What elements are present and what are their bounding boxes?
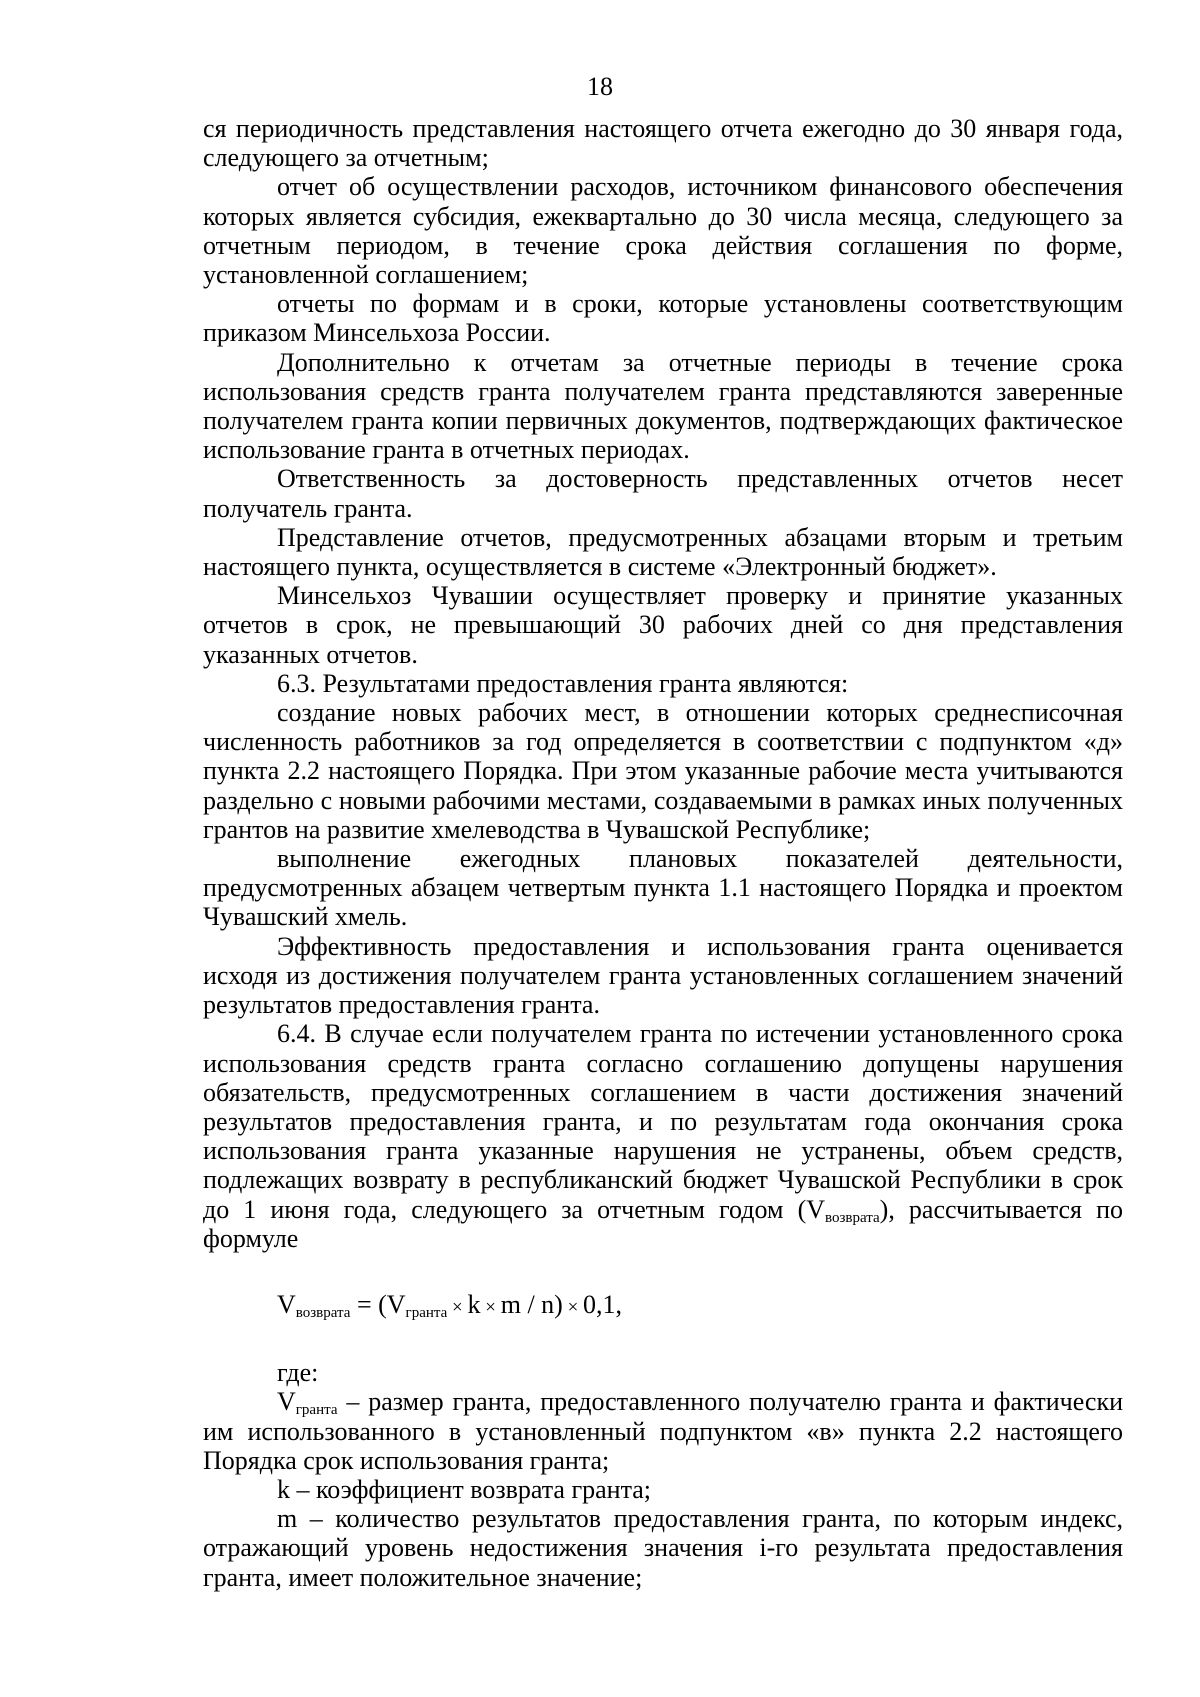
formula-equals: = ( xyxy=(350,1289,387,1319)
page-number: 18 xyxy=(587,72,613,101)
paragraph: выполнение ежегодных плановых показателей деятельности, предусмотренных абзацем четвертым пункта 1.1 настоящего Порядка и проектом Чувашский хмель. xyxy=(203,844,1123,932)
formula-coefficient: 0,1, xyxy=(583,1289,623,1319)
definition-v-granta xyxy=(203,1387,1123,1475)
formula-times: × xyxy=(480,1296,501,1318)
where-label: где: xyxy=(277,1358,319,1388)
formula-times: × xyxy=(562,1296,584,1318)
section-heading-6-3: 6.3. Результатами предоставления гранта являются: xyxy=(277,668,849,698)
formula-sub: гранта xyxy=(405,1304,448,1321)
return-formula xyxy=(203,1290,1123,1322)
paragraph: Дополнительно к отчетам за отчетные периоды в течение срока использования средств гранта получателем гранта представляются заверенные получателем гранта копии первичных документов, подтверждающих фактическое использование гранта в отчетных периодах. xyxy=(203,347,1123,465)
formula-sub: возврата xyxy=(295,1304,351,1321)
definition-text: – размер гранта, предоставленного получателю гранта и фактически им использованного в установленный подпунктом «в» пункта 2.2 настоящего Порядка срок использования гранта; xyxy=(203,1387,1123,1475)
formula-var-k: k xyxy=(467,1289,481,1319)
formula-var-v: V xyxy=(386,1289,406,1319)
paragraph: Ответственность за достоверность представленных отчетов несет получатель гранта. xyxy=(203,464,1123,523)
paragraph: Минсельхоз Чувашии осуществляет проверку и принятие указанных отчетов в срок, не превышающий 30 рабочих дней со дня представления указанных отчетов. xyxy=(203,581,1123,669)
paragraph: отчет об осуществлении расходов, источником финансового обеспечения которых является субсидия, ежеквартально до 30 числа месяца, следующего за отчетным периодом, в течение срока действия соглашения по форме, установленной соглашением; xyxy=(203,172,1123,290)
paragraph: ся периодичность представления настоящего отчета ежегодно до 30 января года, следующего за отчетным; xyxy=(203,114,1123,173)
paragraph: отчеты по формам и в сроки, которые установлены соответствующим приказом Минсельхоза России. xyxy=(203,289,1123,348)
paragraph-tail: ), рассчитывается по формуле xyxy=(203,1194,1123,1253)
variable-subscript: возврата xyxy=(825,1209,880,1226)
variable-v: V xyxy=(277,1387,296,1417)
paragraph: создание новых рабочих мест, в отношении которых среднесписочная численность работников за год определяется в соответствии с подпунктом «д» пункта 2.2 настоящего Порядка. При этом указанные рабочие места учитываются раздельно с новыми рабочими местами, создаваемыми в рамках иных полученных грантов на развитие хмелеводства в Чувашской Республике; xyxy=(203,698,1123,844)
definition-m: m – количество результатов предоставления гранта, по которым индекс, отражающий уровень недостижения значения i-го результата предоставления гранта, имеет положительное значение; xyxy=(203,1504,1123,1592)
formula-m-over-n: m / n) xyxy=(500,1289,563,1319)
formula-times: × xyxy=(447,1296,468,1318)
document-body xyxy=(203,114,1123,1592)
paragraph-6-4 xyxy=(203,1019,1123,1253)
formula-var-v: V xyxy=(277,1289,296,1319)
paragraph-text: 6.4. В случае если получателем гранта по истечении установленного срока использования средств гранта согласно соглашению допущены нарушения обязательств, предусмотренных соглашением в части достижения значений результатов предоставления гранта, и по результатам года окончания срока использования гранта указанные нарушения не устранены, объем средств, подлежащих возврату в республиканский бюджет Чувашской Республики в срок до 1 июня года, следующего за отчетным годом ( xyxy=(203,1019,1123,1224)
variable-subscript: гранта xyxy=(295,1402,338,1419)
variable-v: V xyxy=(806,1194,826,1224)
paragraph: Представление отчетов, предусмотренных абзацами вторым и третьим настоящего пункта, осуществляется в системе «Электронный бюджет». xyxy=(203,522,1123,582)
paragraph: Эффективность предоставления и использования гранта оценивается исходя из достижения получателем гранта установленных соглашением значений результатов предоставления гранта. xyxy=(203,931,1123,1020)
definition-k: k – коэффициент возврата гранта; xyxy=(277,1474,652,1504)
